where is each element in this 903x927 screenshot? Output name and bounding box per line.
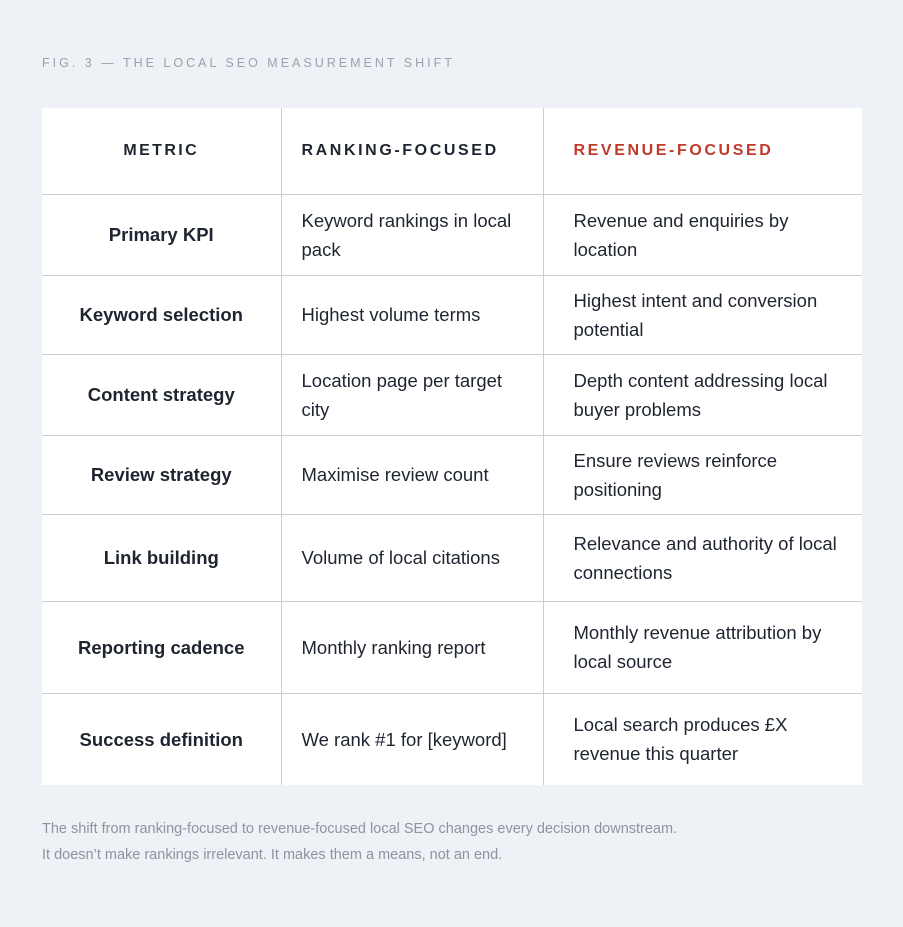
metric-cell: Link building — [42, 514, 281, 601]
comparison-table — [42, 108, 862, 785]
revenue-cell: Depth content addressing local buyer problems — [543, 354, 862, 435]
comparison-table-container — [42, 108, 862, 785]
caption-line-1: The shift from ranking-focused to revenue-focused local SEO changes every decision downstream. — [42, 821, 678, 837]
table-header-row — [42, 108, 862, 194]
ranking-cell: We rank #1 for [keyword] — [281, 693, 543, 785]
ranking-cell: Maximise review count — [281, 435, 543, 514]
header-metric: METRIC — [42, 108, 281, 194]
metric-cell: Success definition — [42, 693, 281, 785]
metric-cell: Review strategy — [42, 435, 281, 514]
metric-cell: Content strategy — [42, 354, 281, 435]
table-row — [42, 435, 862, 514]
revenue-cell: Ensure reviews reinforce positioning — [543, 435, 862, 514]
revenue-cell: Monthly revenue attribution by local source — [543, 601, 862, 693]
revenue-cell: Revenue and enquiries by location — [543, 194, 862, 275]
ranking-cell: Highest volume terms — [281, 275, 543, 354]
metric-cell: Reporting cadence — [42, 601, 281, 693]
header-ranking-focused: RANKING-FOCUSED — [281, 108, 543, 194]
revenue-cell: Relevance and authority of local connections — [543, 514, 862, 601]
table-row — [42, 601, 862, 693]
metric-cell: Keyword selection — [42, 275, 281, 354]
table-row — [42, 354, 862, 435]
table-row — [42, 693, 862, 785]
caption-line-2: It doesn’t make rankings irrelevant. It makes them a means, not an end. — [42, 847, 503, 863]
figure-caption — [42, 816, 862, 868]
ranking-cell: Monthly ranking report — [281, 601, 543, 693]
revenue-cell: Local search produces £X revenue this quarter — [573, 714, 788, 765]
metric-cell: Primary KPI — [42, 194, 281, 275]
ranking-cell: Volume of local citations — [281, 514, 543, 601]
figure-label: FIG. 3 — THE LOCAL SEO MEASUREMENT SHIFT — [42, 56, 455, 70]
ranking-cell: Keyword rankings in local pack — [281, 194, 543, 275]
table-row — [42, 194, 862, 275]
revenue-cell: Highest intent and conversion potential — [543, 275, 862, 354]
header-revenue-focused: REVENUE-FOCUSED — [543, 108, 862, 194]
ranking-cell: Location page per target city — [281, 354, 543, 435]
table-row — [42, 514, 862, 601]
table-row — [42, 275, 862, 354]
